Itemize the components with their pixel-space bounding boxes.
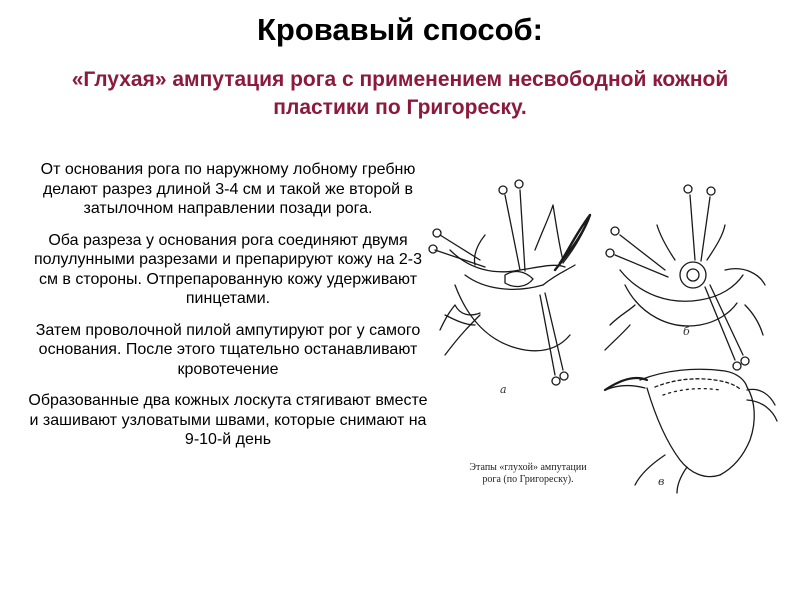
paragraph-skin-preparation: Оба разреза у основания рога соединяют двумя полулунными разрезами и препарируют кожу на 2-3 см в стороны. Отпрепарованную кожу удерживают пинцетами. [33, 231, 422, 307]
paragraph-suturing: Образованные два кожных лоскута стягивают вместе и зашивают узловатыми швами, которые снимают на 9-10-й день [28, 392, 428, 448]
stage-a-label: а [500, 383, 507, 396]
paragraph-amputation: Затем проволочной пилой ампутируют рог у самого основания. После этого тщательно останавливают кровотечение [35, 321, 421, 378]
stage-v-label: в [658, 475, 665, 488]
surgery-stages-drawing [425, 175, 785, 495]
stage-a-drawing [429, 180, 590, 385]
stage-b-label: б [683, 325, 690, 338]
body-text [28, 160, 428, 462]
slide-subtitle: «Глухая» ампутация рога с применением несвободной кожной пластики по Григореску. [71, 68, 729, 119]
paragraph-incision: От основания рога по наружному лобному гребню делают разрез длиной 3-4 см и такой же второй в затылочном направлении позади рога. [40, 161, 416, 217]
stage-v-drawing [605, 369, 777, 493]
surgery-illustration [425, 175, 785, 495]
stage-b-drawing [605, 185, 765, 370]
slide-title: Кровавый способ: [256, 12, 544, 47]
figure-caption: Этапы «глухой» ампутации рога (по Григореску). [469, 462, 587, 485]
